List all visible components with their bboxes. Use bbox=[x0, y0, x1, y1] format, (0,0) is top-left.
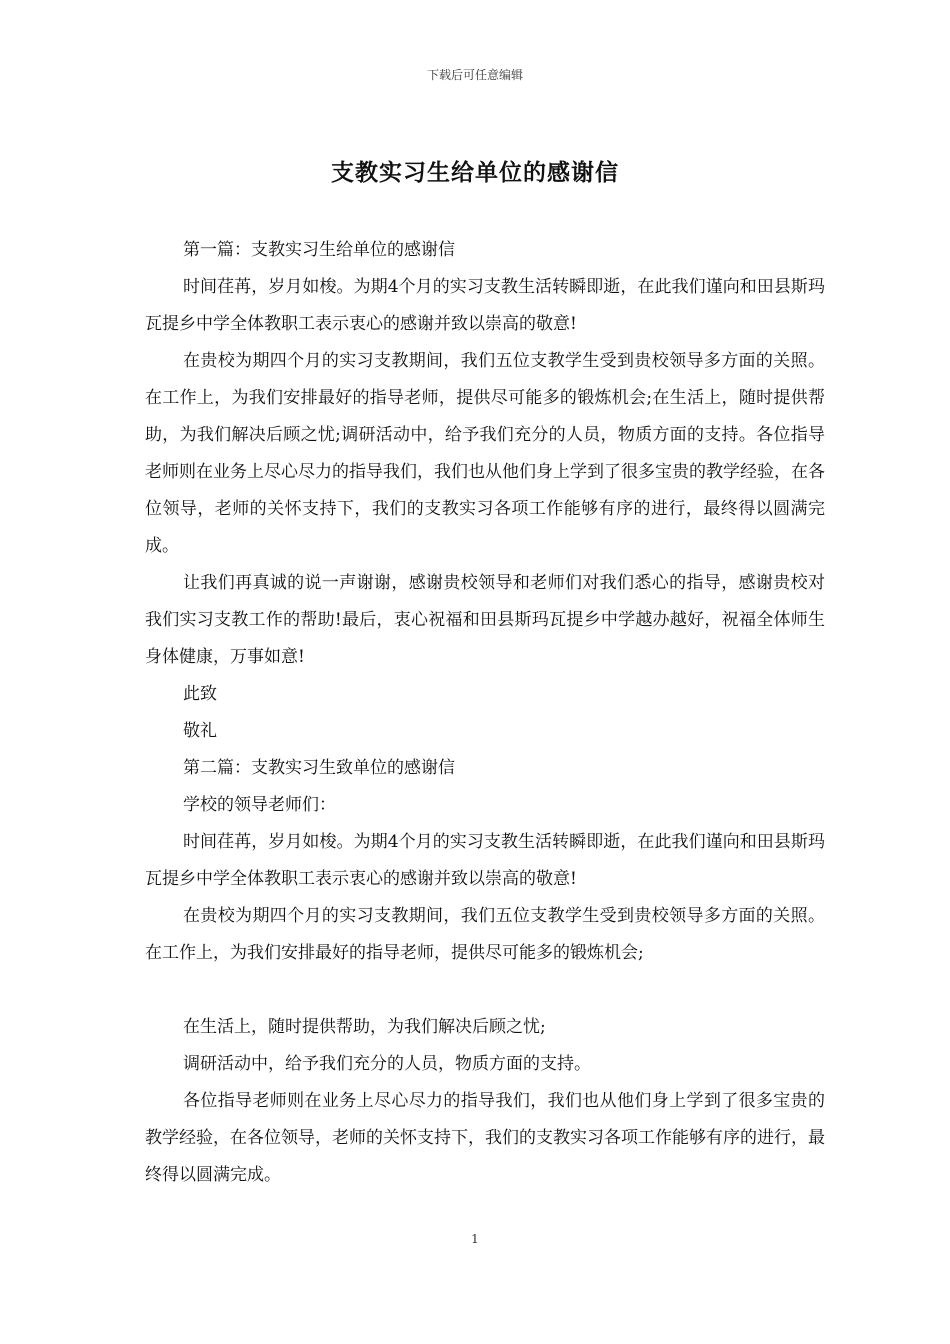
paragraph: 时间荏苒，岁月如梭。为期4个月的实习支教生活转瞬即逝，在此我们谨向和田县斯玛瓦提乡中学全体教职工表示衷心的感谢并致以崇高的敬意! bbox=[145, 832, 825, 889]
document-title: 支教实习生给单位的感谢信 bbox=[331, 159, 619, 186]
paragraph: 时间荏苒，岁月如梭。为期4个月的实习支教生活转瞬即逝，在此我们谨向和田县斯玛瓦提乡中学全体教职工表示衷心的感谢并致以崇高的敬意! bbox=[145, 277, 825, 334]
paragraph: 各位指导老师则在业务上尽心尽力的指导我们，我们也从他们身上学到了很多宝贵的教学经验，在各位领导，老师的关怀支持下，我们的支教实习各项工作能够有序的进行，最终得以圆满完成。 bbox=[145, 1091, 825, 1185]
paragraph: 在贵校为期四个月的实习支教期间，我们五位支教学生受到贵校领导多方面的关照。在工作上，为我们安排最好的指导老师，提供尽可能多的锻炼机会; bbox=[145, 906, 825, 963]
section-heading-2: 第二篇：支教实习生致单位的感谢信 bbox=[183, 758, 455, 778]
salutation: 学校的领导老师们： bbox=[183, 795, 336, 815]
page-header: 下载后可任意编辑 bbox=[426, 68, 523, 82]
document-body bbox=[145, 232, 825, 1194]
paragraph: 在贵校为期四个月的实习支教期间，我们五位支教学生受到贵校领导多方面的关照。在工作上，为我们安排最好的指导老师，提供尽可能多的锻炼机会;在生活上，随时提供帮助，为我们解决后顾之忧;调研活动中，给予我们充分的人员，物质方面的支持。各位指导老师则在业务上尽心尽力的指导我们，我们也从他们身上学到了很多宝贵的教学经验，在各位领导，老师的关怀支持下，我们的支教实习各项工作能够有序的进行，最终得以圆满完成。 bbox=[145, 351, 825, 556]
closing-salute: 敬礼 bbox=[183, 721, 217, 741]
paragraph: 让我们再真诚的说一声谢谢，感谢贵校领导和老师们对我们悉心的指导，感谢贵校对我们实习支教工作的帮助!最后，衷心祝福和田县斯玛瓦提乡中学越办越好，祝福全体师生身体健康，万事如意! bbox=[145, 573, 825, 667]
closing-line: 此致 bbox=[183, 684, 217, 704]
section-heading-1: 第一篇：支教实习生给单位的感谢信 bbox=[183, 240, 455, 260]
page-number: 1 bbox=[471, 1232, 479, 1246]
paragraph: 在生活上，随时提供帮助，为我们解决后顾之忧; bbox=[183, 1017, 546, 1037]
paragraph: 调研活动中，给予我们充分的人员，物质方面的支持。 bbox=[183, 1054, 591, 1074]
